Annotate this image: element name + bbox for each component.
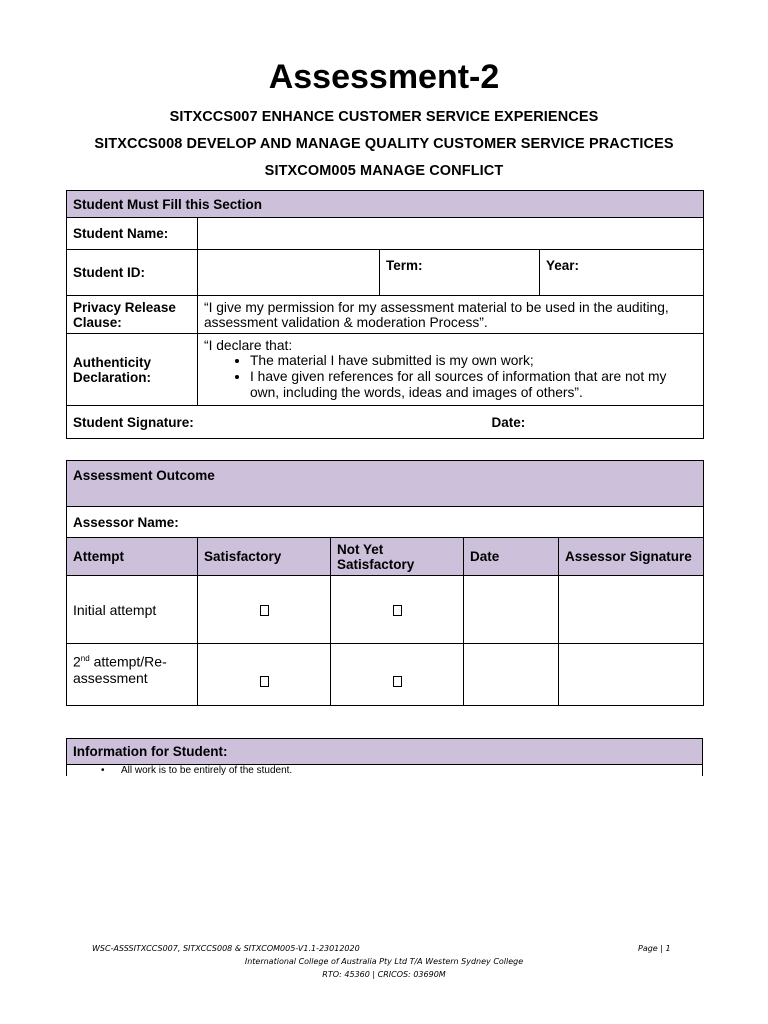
footer-page-number: Page | 1 — [638, 944, 671, 953]
attempt-label: 2nd attempt/Re-assessment — [67, 644, 198, 706]
assessor-name-row[interactable] — [67, 507, 704, 538]
col-not-yet-satisfactory: Not Yet Satisfactory — [331, 538, 464, 576]
information-item — [67, 765, 703, 777]
unit-heading-1: SITXCCS007 ENHANCE CUSTOMER SERVICE EXPERIENCES — [169, 109, 599, 125]
student-name-label: Student Name: — [67, 218, 198, 250]
year-label: Year: — [546, 258, 580, 273]
satisfactory-checkbox[interactable] — [198, 576, 331, 644]
footer-rto: RTO: 45360 | CRICOS: 03690M — [322, 970, 446, 979]
document-title: Assessment-2 — [268, 58, 500, 96]
privacy-text: “I give my permission for my assessment material to be used in the auditing, assessment validation & moderation Process”. — [198, 296, 704, 334]
assessment-outcome-table — [66, 460, 704, 706]
authenticity-point: • The material I have submitted is my own work; — [250, 353, 697, 369]
signature-row[interactable] — [67, 406, 704, 439]
not-yet-satisfactory-checkbox[interactable] — [331, 644, 464, 706]
date-label: Date: — [491, 414, 526, 430]
student-section-table — [66, 190, 704, 439]
checkbox-icon — [393, 676, 402, 687]
student-id-label: Student ID: — [67, 250, 198, 296]
authenticity-declaration — [198, 334, 704, 406]
information-header: Information for Student: — [67, 739, 703, 765]
information-table — [66, 738, 703, 776]
student-section-header: Student Must Fill this Section — [67, 191, 704, 218]
checkbox-icon — [260, 676, 269, 687]
footer-college: International College of Australia Pty Ltd T/A Western Sydney College — [244, 957, 524, 966]
authenticity-list — [204, 353, 697, 401]
assessor-signature-cell[interactable] — [559, 576, 704, 644]
term-field[interactable] — [380, 250, 540, 296]
authenticity-point: • I have given references for all sources of information that are not my own, including the words, ideas and images of others”. — [250, 369, 697, 401]
col-assessor-signature: Assessor Signature — [559, 538, 704, 576]
assessor-signature-cell[interactable] — [559, 644, 704, 706]
date-cell[interactable] — [464, 576, 559, 644]
col-attempt: Attempt — [67, 538, 198, 576]
term-label: Term: — [386, 258, 423, 273]
student-name-field[interactable] — [198, 218, 704, 250]
footer-document-code: WSC-ASSSITXCCS007, SITXCCS008 & SITXCOM005-V1.1-23012020 — [92, 944, 360, 953]
not-yet-satisfactory-checkbox[interactable] — [331, 576, 464, 644]
year-field[interactable] — [540, 250, 704, 296]
checkbox-icon — [260, 605, 269, 616]
student-signature-label: Student Signature: — [73, 414, 194, 430]
privacy-label: Privacy Release Clause: — [67, 296, 198, 334]
unit-heading-3: SITXCOM005 MANAGE CONFLICT — [264, 163, 504, 179]
outcome-header: Assessment Outcome — [67, 461, 704, 507]
satisfactory-checkbox[interactable] — [198, 644, 331, 706]
bullet-icon: • — [101, 765, 105, 776]
col-date: Date — [464, 538, 559, 576]
col-satisfactory: Satisfactory — [198, 538, 331, 576]
date-cell[interactable] — [464, 644, 559, 706]
authenticity-intro: “I declare that: — [204, 338, 293, 353]
information-item-text: All work is to be entirely of the student. — [121, 765, 293, 776]
student-id-field[interactable] — [198, 250, 380, 296]
authenticity-label: Authenticity Declaration: — [67, 334, 198, 406]
checkbox-icon — [393, 605, 402, 616]
unit-heading-2: SITXCCS008 DEVELOP AND MANAGE QUALITY CUSTOMER SERVICE PRACTICES — [94, 136, 674, 152]
assessor-name-label: Assessor Name: — [73, 514, 179, 530]
attempt-label: Initial attempt — [67, 576, 198, 644]
